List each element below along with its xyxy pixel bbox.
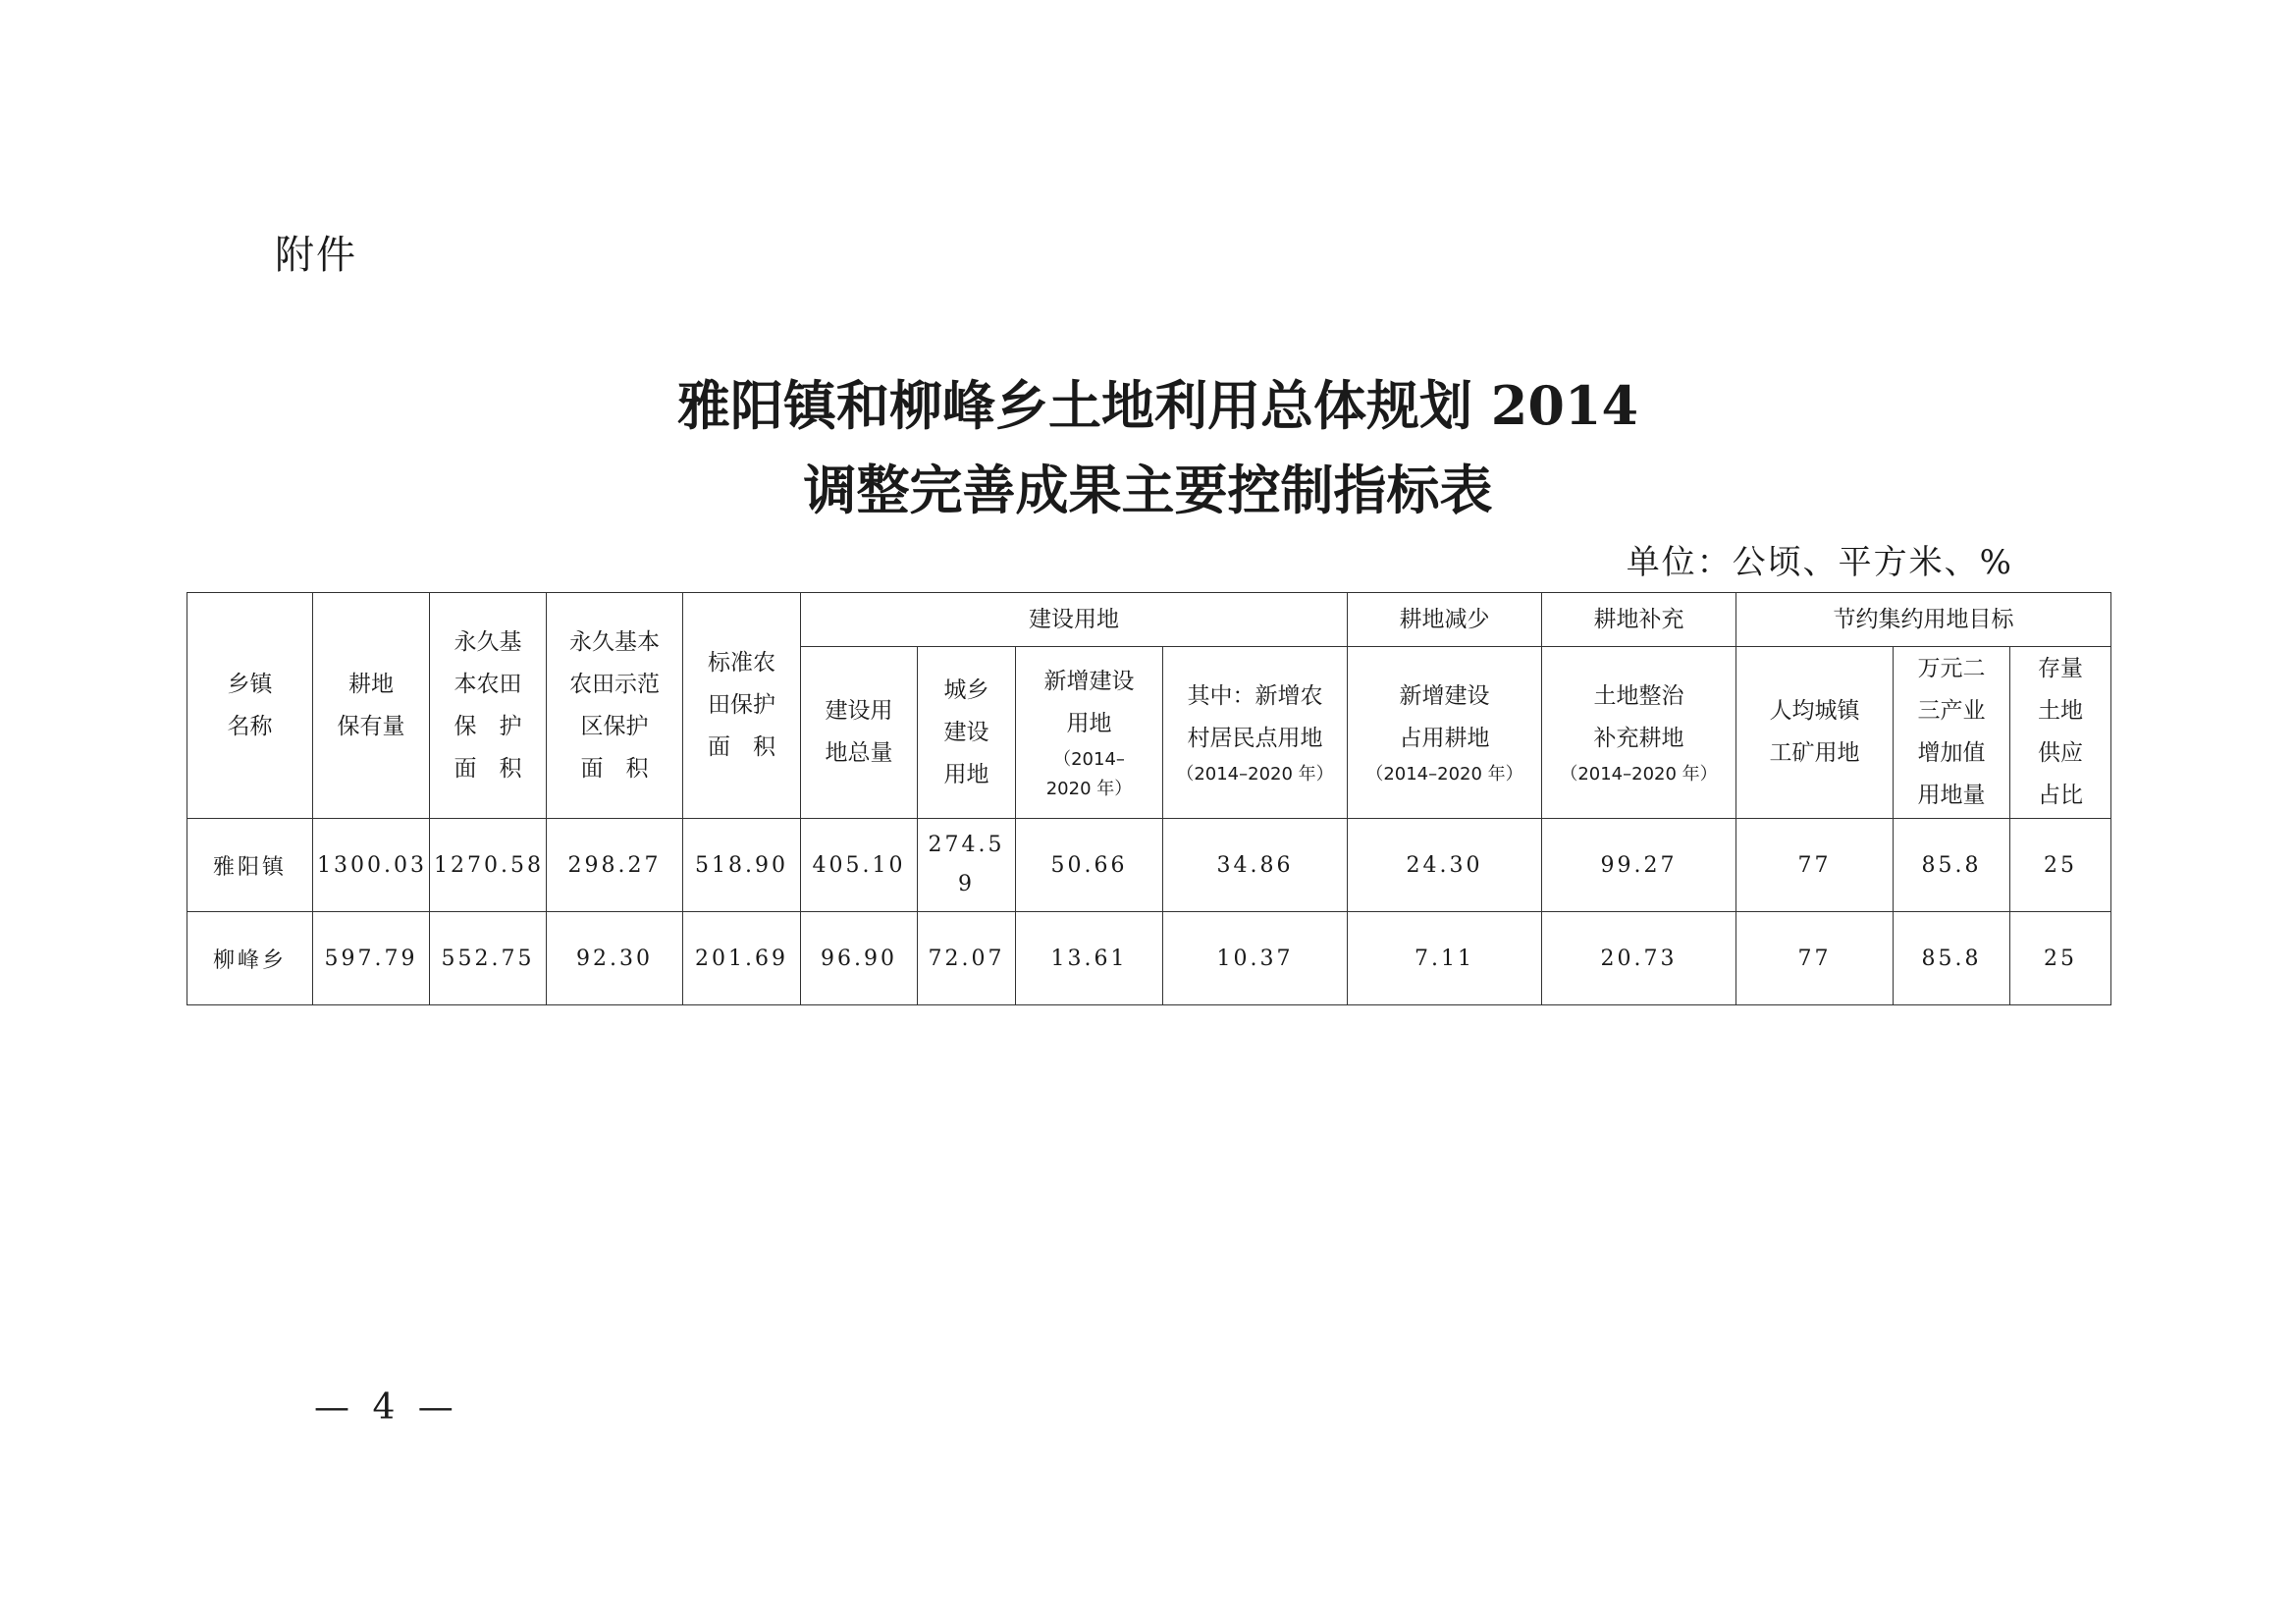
cell-stock-ratio: 25 <box>2010 819 2111 912</box>
header-per-capita <box>1736 647 1894 819</box>
header-new-occupy-line: 新增建设 <box>1399 683 1490 709</box>
header-town-line: 名称 <box>227 713 273 739</box>
header-demo-farmland <box>547 593 683 819</box>
table-row <box>187 912 2111 1005</box>
header-stock-ratio-line: 占比 <box>2038 783 2083 808</box>
cell-per-capita: 77 <box>1736 912 1894 1005</box>
cell-urban-rural: 72.07 <box>918 912 1016 1005</box>
header-new-occupy-period: （2014–2020 年） <box>1365 764 1523 785</box>
cell-urban-rural-line: 9 <box>958 872 975 896</box>
header-demo-farmland-line: 面 积 <box>580 755 649 782</box>
title-line-1: 雅阳镇和柳峰乡土地利用总体规划 2014 <box>676 374 1639 437</box>
header-new-construction-period: 2020 年） <box>1045 779 1133 799</box>
cell-demo-farmland: 298.27 <box>547 819 683 912</box>
header-demo-farmland-line: 农田示范 <box>569 671 660 697</box>
header-group-row <box>187 593 2111 647</box>
cell-stock-ratio: 25 <box>2010 912 2111 1005</box>
cell-arable: 1300.03 <box>313 819 430 912</box>
header-new-rural-period: （2014–2020 年） <box>1176 764 1334 785</box>
header-standard-farmland-line: 标准农 <box>708 650 775 676</box>
header-per-10k-yuan-line: 万元二 <box>1917 656 1986 681</box>
header-construction-total <box>801 647 918 819</box>
header-town <box>187 593 313 819</box>
header-group-arable-supplement: 耕地补充 <box>1542 593 1736 647</box>
header-land-consolidation-period: （2014–2020 年） <box>1560 764 1718 785</box>
cell-new-occupy: 7.11 <box>1348 912 1542 1005</box>
cell-land-consolidation: 99.27 <box>1542 819 1736 912</box>
header-new-rural-line: 其中：新增农 <box>1187 683 1323 709</box>
header-group-intensive: 节约集约用地目标 <box>1736 593 2111 647</box>
header-basic-farmland <box>430 593 547 819</box>
unit-note: 单位：公顷、平方米、% <box>1626 543 2013 582</box>
header-basic-farmland-line: 本农田 <box>454 671 522 697</box>
header-town-line: 乡镇 <box>227 671 273 697</box>
header-stock-ratio-line: 存量 <box>2038 656 2083 681</box>
attachment-label: 附件 <box>275 233 357 278</box>
header-construction-total-line: 建设用 <box>825 698 893 724</box>
header-per-10k-yuan <box>1894 647 2010 819</box>
table-row <box>187 819 2111 912</box>
header-urban-rural-line: 用地 <box>943 761 989 787</box>
page-number: — 4 — <box>314 1387 459 1428</box>
header-new-rural <box>1163 647 1348 819</box>
header-per-capita-line: 工矿用地 <box>1769 740 1860 766</box>
cell-arable: 597.79 <box>313 912 430 1005</box>
header-arable-line: 保有量 <box>337 713 405 739</box>
header-per-capita-line: 人均城镇 <box>1769 698 1860 724</box>
header-land-consolidation-line: 补充耕地 <box>1593 726 1684 751</box>
cell-urban-rural-line: 274.5 <box>928 833 1005 857</box>
header-stock-ratio-line: 供应 <box>2038 740 2083 766</box>
cell-urban-rural <box>918 819 1016 912</box>
header-construction-total-line: 地总量 <box>825 740 893 766</box>
cell-new-construction: 50.66 <box>1016 819 1163 912</box>
cell-town: 柳峰乡 <box>187 912 313 1005</box>
header-new-construction-period: （2014– <box>1053 749 1125 770</box>
header-stock-ratio-line: 土地 <box>2038 698 2083 724</box>
header-new-occupy <box>1348 647 1542 819</box>
header-group-arable-decrease: 耕地减少 <box>1348 593 1542 647</box>
header-new-construction <box>1016 647 1163 819</box>
header-group-construction: 建设用地 <box>801 593 1348 647</box>
cell-new-occupy: 24.30 <box>1348 819 1542 912</box>
cell-new-construction: 13.61 <box>1016 912 1163 1005</box>
cell-per-capita: 77 <box>1736 819 1894 912</box>
cell-new-rural: 10.37 <box>1163 912 1348 1005</box>
cell-demo-farmland: 92.30 <box>547 912 683 1005</box>
cell-basic-farmland: 552.75 <box>430 912 547 1005</box>
header-basic-farmland-line: 永久基 <box>454 628 522 655</box>
header-demo-farmland-line: 区保护 <box>580 713 649 739</box>
header-arable-line: 耕地 <box>348 671 394 697</box>
header-new-occupy-line: 占用耕地 <box>1399 726 1490 751</box>
cell-standard-farmland: 518.90 <box>683 819 801 912</box>
header-land-consolidation-line: 土地整治 <box>1593 683 1684 709</box>
header-basic-farmland-line: 面 积 <box>454 755 522 782</box>
header-basic-farmland-line: 保 护 <box>454 713 522 739</box>
cell-land-consolidation: 20.73 <box>1542 912 1736 1005</box>
header-new-rural-line: 村居民点用地 <box>1187 726 1323 751</box>
cell-town: 雅阳镇 <box>187 819 313 912</box>
cell-per-10k-yuan: 85.8 <box>1894 912 2010 1005</box>
cell-standard-farmland: 201.69 <box>683 912 801 1005</box>
header-per-10k-yuan-line: 增加值 <box>1917 740 1986 766</box>
indicator-table <box>187 592 2111 1005</box>
cell-new-rural: 34.86 <box>1163 819 1348 912</box>
header-urban-rural <box>918 647 1016 819</box>
header-new-construction-line: 新增建设 <box>1043 669 1135 694</box>
header-new-construction-line: 用地 <box>1066 711 1112 736</box>
header-standard-farmland-line: 面 积 <box>708 734 775 760</box>
document-title <box>0 363 2296 532</box>
header-demo-farmland-line: 永久基本 <box>569 628 660 655</box>
cell-construction-total: 405.10 <box>801 819 918 912</box>
header-arable <box>313 593 430 819</box>
header-standard-farmland-line: 田保护 <box>708 692 775 718</box>
title-line-2: 调整完善成果主要控制指标表 <box>803 459 1493 521</box>
header-per-10k-yuan-line: 用地量 <box>1917 783 1986 808</box>
header-stock-ratio <box>2010 647 2111 819</box>
cell-basic-farmland: 1270.58 <box>430 819 547 912</box>
header-urban-rural-line: 城乡 <box>943 677 989 703</box>
cell-construction-total: 96.90 <box>801 912 918 1005</box>
cell-per-10k-yuan: 85.8 <box>1894 819 2010 912</box>
header-per-10k-yuan-line: 三产业 <box>1917 698 1986 724</box>
header-standard-farmland <box>683 593 801 819</box>
header-land-consolidation <box>1542 647 1736 819</box>
header-urban-rural-line: 建设 <box>943 719 989 745</box>
